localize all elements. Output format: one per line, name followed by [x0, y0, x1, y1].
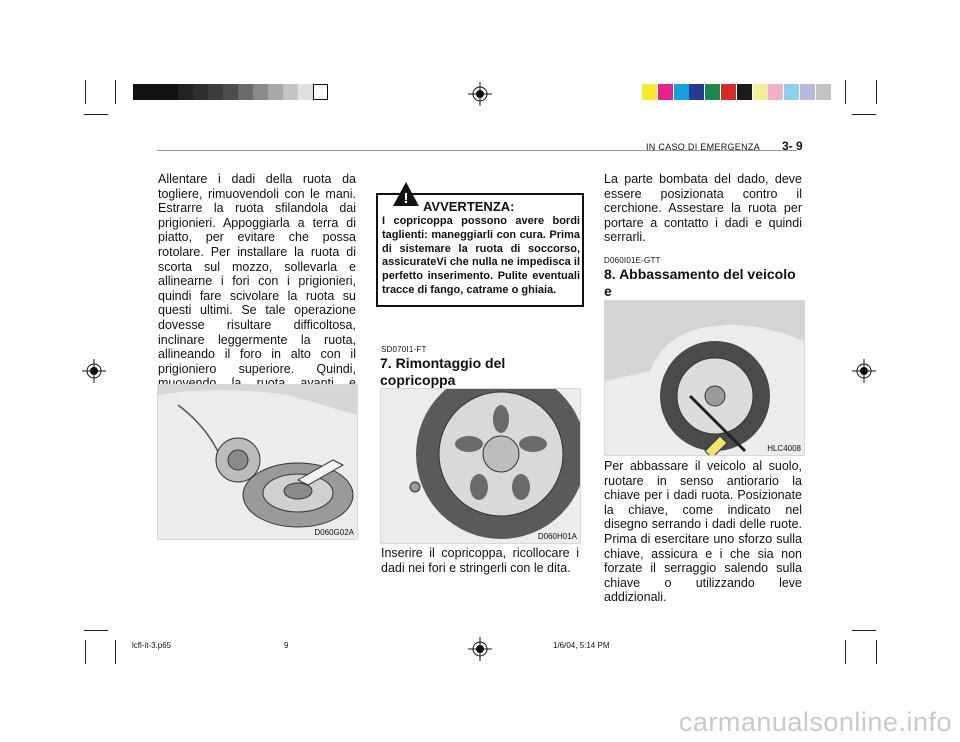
- color-bar-swatch: [784, 84, 799, 100]
- gray-bar-swatch: [283, 84, 298, 100]
- gray-bar-swatch: [208, 84, 223, 100]
- section-code: D060I01E-GTT: [604, 256, 661, 265]
- spare-wheel-illustration: [157, 384, 358, 540]
- color-bar-swatch: [768, 84, 783, 100]
- color-bar-swatch: [737, 84, 752, 100]
- hubcap-illustration: [380, 388, 581, 544]
- footer-file: lcfl-it-3.p65: [132, 641, 172, 650]
- figure-label: HLC4008: [767, 444, 801, 453]
- section7-paragraph: Inserire il copricoppa, ricollocare i dadi nei fori e stringerli con le dita.: [381, 546, 579, 575]
- color-bar-swatch: [658, 84, 673, 100]
- warning-icon-glyph: !: [403, 190, 409, 207]
- color-bar-swatch: [705, 84, 720, 100]
- section-heading-line1: Abbassamento del veicolo e: [604, 266, 796, 299]
- gray-bar-swatch: [163, 84, 178, 100]
- gray-bar-swatch: [133, 84, 148, 100]
- figure-label: D060H01A: [537, 532, 577, 541]
- color-bar-swatch: [674, 84, 689, 100]
- color-bar-swatch: [816, 84, 831, 100]
- warning-icon: [392, 181, 420, 207]
- footer-date: 1/6/04, 5:14 PM: [553, 641, 610, 650]
- section-code: SD070I1-FT: [381, 345, 427, 354]
- wheel-wrench-drawing-icon: [605, 301, 804, 455]
- registration-mark-icon: [468, 637, 492, 661]
- color-bar-swatch: [642, 84, 657, 100]
- color-bar-swatch: [753, 84, 768, 100]
- registration-mark-icon: [852, 359, 876, 383]
- warning-box: [376, 190, 584, 307]
- gray-bar-swatch: [298, 84, 313, 100]
- gray-bar-swatch: [148, 84, 163, 100]
- section-heading-line1: Rimontaggio del copricoppa: [380, 355, 506, 388]
- wheel-hubcap-drawing-icon: [381, 389, 580, 543]
- gray-bar-swatch: [178, 84, 193, 100]
- color-bar-swatch: [689, 84, 704, 100]
- right-intro-paragraph: La parte bombata del dado, deve essere posizionata contro il cerchione. Assestare la ruota per portare a contatto i dadi e quindi serrarli.: [604, 172, 802, 245]
- section-title: IN CASO DI EMERGENZA: [646, 142, 761, 152]
- gray-bar-swatch: [253, 84, 268, 100]
- figure-label: D060G02A: [314, 528, 354, 537]
- spare-wheel-drawing-icon: [158, 385, 357, 539]
- gray-bar-swatch: [268, 84, 283, 100]
- registration-mark-icon: [82, 359, 106, 383]
- gray-bar-swatch: [193, 84, 208, 100]
- warning-heading: AVVERTENZA:: [423, 199, 515, 214]
- warning-text: I copricoppa possono avere bordi taglienti: maneggiarli con cura. Prima di sistemare la ruota di soccorso, assicurateVi che nulla ne impedisca il perfetto inserimento. Pulite eventuali tracce di fango, catrame o ghiaia.: [382, 215, 580, 296]
- section-number: 7.: [380, 355, 392, 371]
- gray-bar-swatch: [223, 84, 238, 100]
- footer-page: 9: [284, 641, 289, 650]
- page-number: 3- 9: [782, 139, 803, 153]
- watermark: carmanualsonline.info: [678, 707, 952, 737]
- gray-bar-swatch: [238, 84, 253, 100]
- registration-mark-icon: [468, 82, 492, 106]
- gray-bar-swatch: [313, 84, 328, 100]
- lowering-vehicle-illustration: [604, 300, 805, 456]
- left-paragraph: Allentare i dadi della ruota da togliere, rimuovendoli con le mani. Estrarre la ruota sfilandola dai prigionieri. Appoggiarla a terra di piatto, per evitare che possa rotolare. Per installare la ruota di scorta sul mozzo, sollevarla e allinearne i fori con i prigionieri, quindi fare scivolare la ruota su questi ultimi. Se tale operazione dovesse risultare difficoltosa, inclinare leggermente la ruota, allineando il foro in alto con il prigioniero superiore. Quindi,: [158, 172, 356, 376]
- section-number: 8.: [604, 266, 616, 282]
- section8-paragraph: Per abbassare il veicolo al suolo, ruotare in senso antiorario la chiave per i dadi ruota. Posizionate la chiave, come indicato nel disegno serrando i dadi delle ruote. Prima di esercitare uno sforzo sulla chiave, assicura e i che sia non forzate il serraggio salendo sulla chiave o utilizzando leve addizionali.: [604, 459, 802, 605]
- color-bar-swatch: [800, 84, 815, 100]
- color-bar-swatch: [721, 84, 736, 100]
